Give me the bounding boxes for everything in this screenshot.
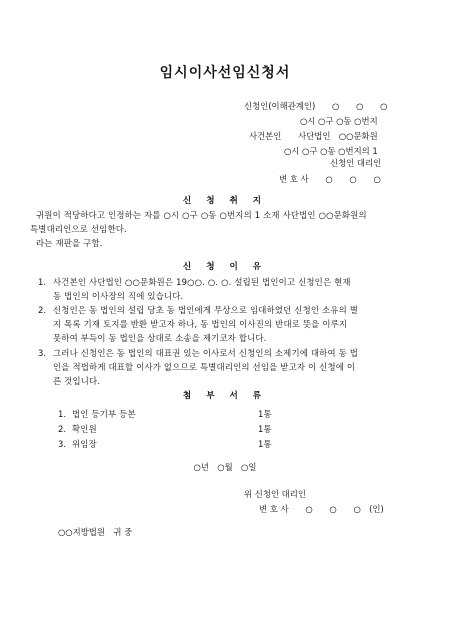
reason-line: 사건본인 사단법인 ○○문화원은 19○○. ○. ○. 설립된 법인이고 신청인은 현재 (53, 277, 351, 287)
reasons-heading: 신 청 이 유 (182, 262, 268, 272)
reason-line: 지 목록 기재 토지를 반환 받고자 하나, 동 법인의 이사진의 반대로 뜻을 이루지 (53, 319, 348, 329)
attachments-heading: 첨 부 서 류 (182, 391, 268, 401)
reason-line: 그러나 신청인은 동 법인의 대표권 있는 이사로서 신청인의 소제기에 대하여 동 법 (53, 348, 359, 358)
reason-line: 못하여 부득이 동 법인을 상대로 소송을 제기코자 합니다. (53, 333, 267, 343)
attachment-number: 2. (58, 424, 66, 434)
attachment-qty: 1통 (258, 424, 272, 434)
reason-line: 신청인은 동 법인의 설립 당초 동 법인에게 무상으로 임대하였던 신청인 소유의 별 (53, 305, 359, 315)
reason-number: 2. (38, 305, 46, 315)
purpose-line: 귀원이 적당하다고 인정하는 자를 ○시 ○구 ○동 ○번지의 1 소재 사단법인 ○○문화원의 (36, 210, 367, 220)
principal-line: 사건본인 사단법인 ○○문화원 (249, 131, 378, 141)
signature-agent-label: 위 신청인 대리인 (244, 489, 306, 499)
attachment-name: 위임장 (72, 439, 97, 449)
document-title: 임시이사선임신청서 (159, 65, 291, 81)
court-addressee: ○○지방법원 귀 중 (58, 527, 133, 537)
applicant-line: 신청인(이해관계인) ○ ○ ○ (244, 101, 388, 111)
attachment-name: 법인 등기부 등본 (72, 409, 136, 419)
attachment-number: 1. (58, 409, 66, 419)
date-line: ○년 ○월 ○일 (193, 462, 257, 472)
attachment-number: 3. (58, 439, 66, 449)
purpose-heading: 신 청 취 지 (182, 196, 268, 206)
purpose-line: 라는 재판을 구함. (36, 238, 103, 248)
signature-lawyer-line: 변 호 사 ○ ○ ○ (인) (259, 504, 384, 514)
reason-line: 동 법인의 이사장의 직에 있습니다. (53, 291, 184, 301)
reason-number: 3. (38, 348, 46, 358)
reason-line: 른 것입니다. (53, 376, 101, 386)
attachment-qty: 1통 (258, 409, 272, 419)
purpose-line: 특별대리인으로 선임한다. (30, 224, 127, 234)
lawyer-line: 변 호 사 ○ ○ ○ (279, 174, 381, 184)
reason-line: 인을 적법하게 대표할 이사가 없으므로 특별대리인의 선임을 받고자 이 신청에 이 (53, 362, 356, 372)
agent-label: 신청인 대리인 (330, 158, 382, 168)
applicant-address: ○시 ○구 ○동 ○번지 (300, 116, 378, 126)
reason-number: 1. (38, 277, 46, 287)
principal-address: ○시 ○구 ○동 ○번지의 1 (284, 146, 378, 156)
attachment-name: 확인원 (72, 424, 97, 434)
attachment-qty: 1통 (258, 439, 272, 449)
